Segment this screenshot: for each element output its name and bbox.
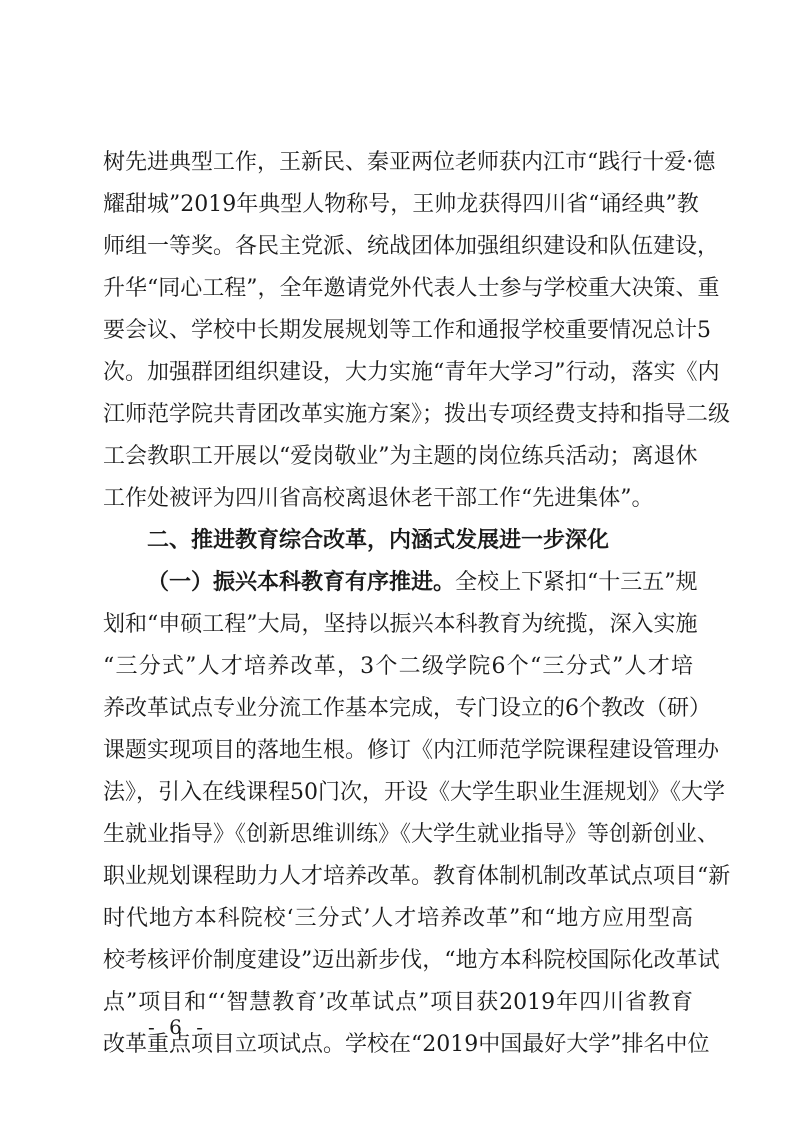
text-line: 次。加强群团组织建设，大力实施“青年大学习”行动，落实《内 (103, 360, 720, 385)
text-line: 时代地方本科院校‘三分式’人才培养改革”和“地方应用型高 (103, 906, 693, 931)
text-line: 划和“申硕工程”大局，坚持以振兴本科教育为统揽，深入实施 (103, 612, 698, 637)
text-line: 校考核评价制度建设”迈出新步伐，“地方本科院校国际化改革试 (103, 948, 720, 973)
text-line: 工作处被评为四川省高校离退休老干部工作“先进集体”。 (103, 486, 654, 511)
text-line: 升华“同心工程”，全年邀请党外代表人士参与学校重大决策、重 (103, 276, 720, 301)
text-line: 树先进典型工作，王新民、秦亚两位老师获内江市“践行十爱·德 (103, 150, 716, 175)
subsection-title: （一）振兴本科教育有序推进。 (147, 570, 456, 595)
text-line: 工会教职工开展以“爱岗敬业”为主题的岗位练兵活动；离退休 (103, 444, 698, 469)
text-line: “三分式”人才培养改革，3个二级学院6个“三分式”人才培 (103, 654, 693, 679)
text-line: 要会议、学校中长期发展规划等工作和通报学校重要情况总计5 (103, 318, 711, 343)
text-line: 课题实现项目的落地生根。修订《内江师范学院课程建设管理办 (103, 738, 720, 763)
text-line: 点”项目和“‘智慧教育’改革试点”项目获2019年四川省教育 (103, 990, 693, 1015)
text-line: 改革重点项目立项试点。学校在“2019中国最好大学”排名中位 (103, 1032, 710, 1057)
text-line: 法》，引入在线课程50门次，开设《大学生职业生涯规划》《大学 (103, 780, 725, 805)
text-line: 江师范学院共青团改革实施方案》；拨出专项经费支持和指导二级 (103, 402, 731, 427)
section-heading: 二、推进教育综合改革，内涵式发展进一步深化 (147, 528, 610, 553)
subsection-first-line (147, 568, 698, 598)
text-line: 生就业指导》《创新思维训练》《大学生就业指导》等创新创业、 (103, 822, 720, 847)
text-line: 职业规划课程助力人才培养改革。教育体制机制改革试点项目“新 (103, 864, 731, 889)
text-line: 耀甜城”2019年典型人物称号，王帅龙获得四川省“诵经典”教 (103, 192, 699, 217)
subsection-first-line-rest: 全校上下紧扣“十三五”规 (455, 570, 698, 595)
page-number: - 6 - (148, 1015, 207, 1039)
text-line: 养改革试点专业分流工作基本完成，专门设立的6个教改（研） (103, 696, 711, 721)
text-line: 师组一等奖。各民主党派、统战团体加强组织建设和队伍建设， (103, 234, 720, 259)
